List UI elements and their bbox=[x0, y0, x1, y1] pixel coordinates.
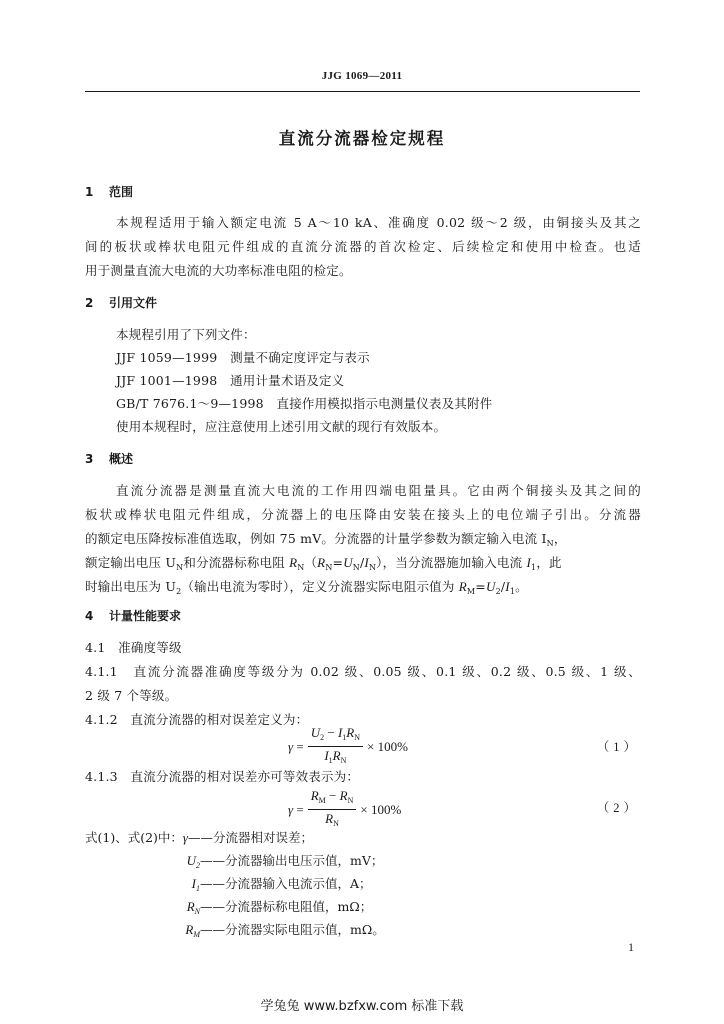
definition-item: $I_1——$分流器输入电流示值，A； bbox=[191, 876, 372, 893]
section-number: 4 bbox=[85, 609, 94, 623]
definitions-intro-text: 式(1)、式(2)中： bbox=[85, 830, 183, 845]
page-title: 直流分流器检定规程 bbox=[278, 129, 446, 148]
section-2-heading bbox=[85, 294, 157, 311]
paragraph-line: 时输出电压为 $U_2$（输出电流为零时），定义分流器实际电阻示值为 $R_M=U_2/I_1$。 bbox=[85, 579, 528, 596]
definition-text: ——分流器输出电压示值，mV； bbox=[200, 853, 384, 868]
section-number: 3 bbox=[85, 452, 94, 466]
section-3-heading bbox=[85, 450, 133, 467]
paragraph-line: 板状或棒状电阻元件组成，分流器上的电压降由安装在接头上的电位端子引出。分流器 bbox=[85, 507, 641, 522]
paragraph-line: 用于测量直流大电流的大功率标准电阻的检定。 bbox=[85, 263, 352, 278]
equation-number: （2） bbox=[596, 801, 640, 815]
paragraph-text: 的额定电压降按标准值选取，例如 75 mV。分流器的计量学参数为额定输入电流 I bbox=[85, 531, 547, 546]
section-title: 引用文件 bbox=[109, 296, 158, 310]
header-rule bbox=[85, 91, 640, 92]
section-number: 1 bbox=[85, 185, 94, 199]
clause-4-1-2: 4.1.2 直流分流器的相对误差定义为： bbox=[85, 712, 309, 727]
clause-4-1-1-cont: 2 级 7 个等级。 bbox=[85, 688, 178, 703]
paragraph-text: 额定输出电压 U bbox=[85, 555, 177, 570]
clause-4-1: 4.1 准确度等级 bbox=[85, 640, 182, 655]
definitions-intro: 式(1)、式(2)中：γ——分流器相对误差； bbox=[85, 830, 314, 845]
definition-item: $U_2——$分流器输出电压示值，mV； bbox=[186, 853, 384, 870]
equation-1: γ = $\frac{U_2 - I_1R_N}{I_1R_N}$ × 100% bbox=[288, 725, 408, 768]
equation-2: γ = $\frac{R_M - R_N}{R_N}$ × 100% bbox=[288, 788, 401, 831]
paragraph-line: 直流分流器是测量直流大电流的工作用四端电阻量具。它由两个铜接头及其之间的 bbox=[116, 483, 641, 498]
definition-text: ——分流器标称电阻值，mΩ； bbox=[200, 899, 373, 914]
paragraph-text: 时输出电压为 U bbox=[85, 579, 177, 594]
section-4-heading bbox=[85, 607, 181, 624]
paragraph-line: 本规程适用于输入额定电流 5 A～10 kA、准确度 0.02 级～2 级，由铜接头及其之 bbox=[116, 215, 641, 230]
paragraph-line: 本规程引用了下列文件： bbox=[116, 327, 256, 342]
definition-text: ——分流器实际电阻示值，mΩ。 bbox=[200, 922, 385, 937]
footer-watermark: 学兔兔 www.bzfxw.com 标准下载 bbox=[260, 999, 464, 1014]
section-1-heading bbox=[85, 183, 133, 200]
paragraph-line: 间的板状或棒状电阻元件组成的直流分流器的首次检定、后续检定和使用中检查。也适 bbox=[85, 239, 641, 254]
standard-number: JJG 1069—2011 bbox=[321, 70, 403, 82]
paragraph-line: 的额定电压降按标准值选取，例如 75 mV。分流器的计量学参数为额定输入电流 $I_N$， bbox=[85, 531, 567, 548]
section-title: 范围 bbox=[109, 185, 134, 199]
definition-text: ——分流器相对误差； bbox=[188, 830, 314, 845]
definition-text: ——分流器输入电流示值，A； bbox=[200, 876, 372, 891]
definition-item: $R_M——$分流器实际电阻示值，mΩ。 bbox=[185, 922, 385, 939]
clause-4-1-3: 4.1.3 直流分流器的相对误差亦可等效表示为： bbox=[85, 769, 360, 784]
paragraph-line: 使用本规程时，应注意使用上述引用文献的现行有效版本。 bbox=[116, 419, 447, 434]
fraction: $\frac{R_M - R_N}{R_N}$ bbox=[308, 788, 357, 831]
equation-number: （1） bbox=[596, 740, 640, 754]
section-title: 概述 bbox=[109, 452, 134, 466]
page-number: 1 bbox=[628, 940, 634, 954]
reference-item: GB/T 7676.1～9—1998 直接作用模拟指示电测量仪表及其附件 bbox=[116, 396, 493, 411]
section-title: 计量性能要求 bbox=[109, 609, 182, 623]
paragraph-line: 额定输出电压 $U_N$和分流器标称电阻 $R_N(R_N=U_N/I_N)$，当分流器施加输入电流 $I_1$，此 bbox=[85, 555, 562, 572]
fraction: $\frac{U_2 - I_1R_N}{I_1R_N}$ bbox=[308, 725, 363, 768]
section-number: 2 bbox=[85, 296, 94, 310]
definition-item: $R_N——$分流器标称电阻值，mΩ； bbox=[186, 899, 373, 916]
reference-item: JJF 1001—1998 通用计量术语及定义 bbox=[116, 373, 345, 388]
reference-item: JJF 1059—1999 测量不确定度评定与表示 bbox=[116, 350, 370, 365]
clause-4-1-1: 4.1.1 直流分流器准确度等级分为 0.02 级、0.05 级、0.1 级、0.2 级、0.5 级、1 级、 bbox=[85, 664, 641, 679]
